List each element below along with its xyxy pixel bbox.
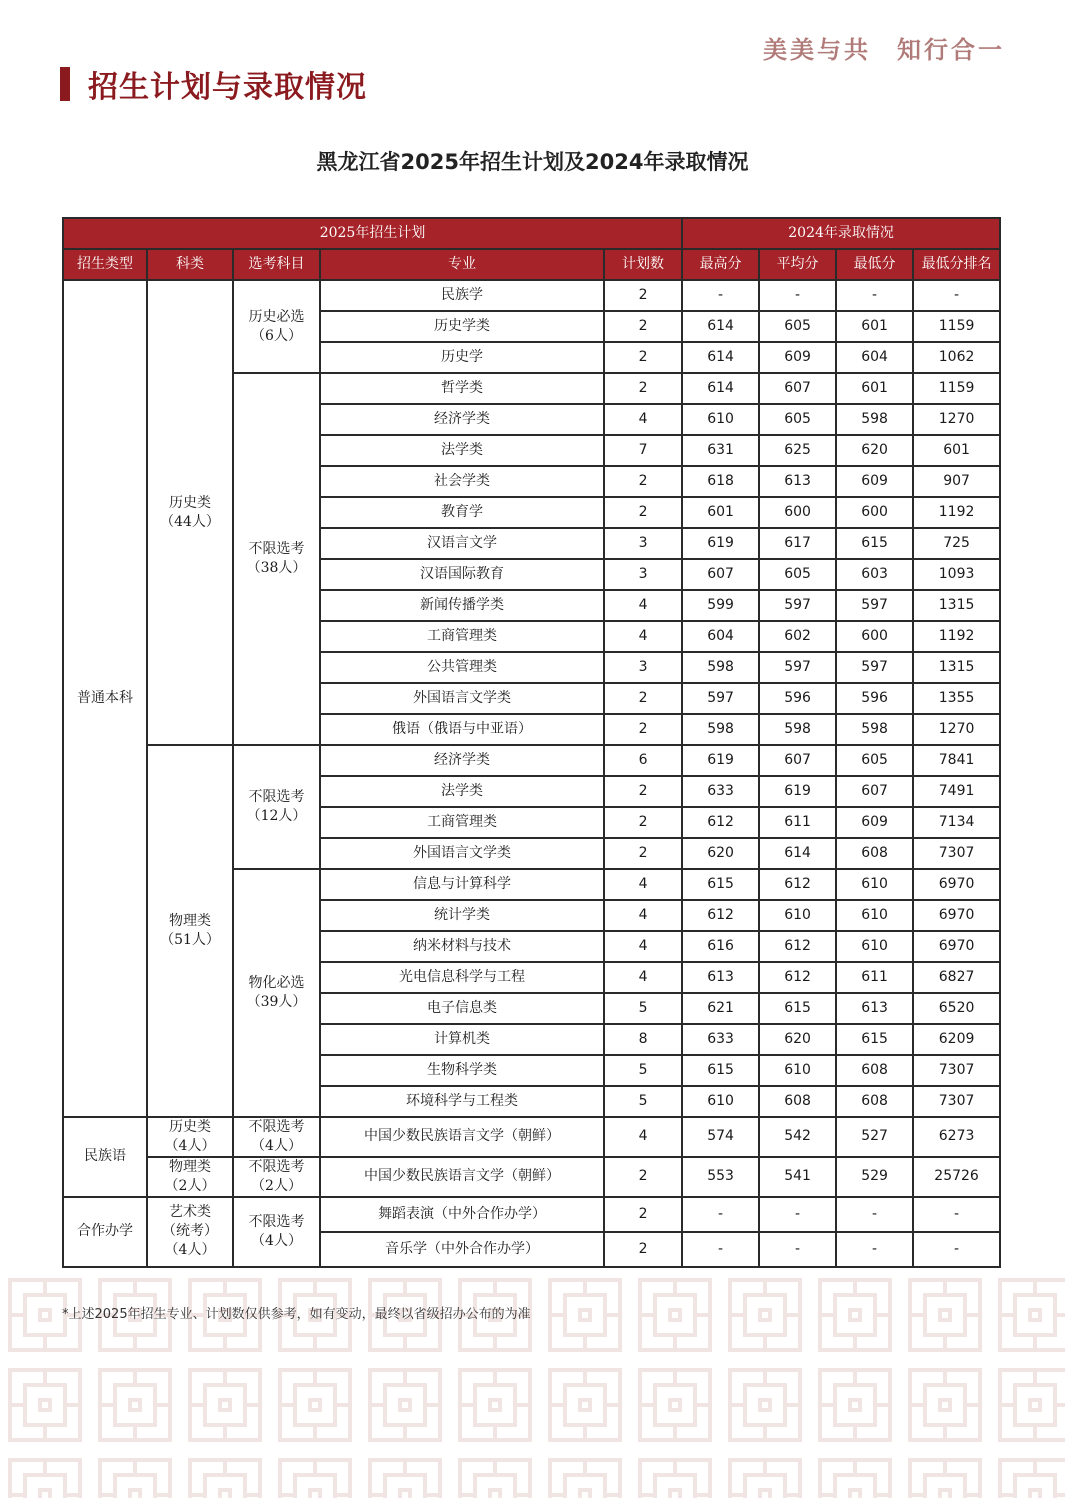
col-header-plan: 计划数 (604, 249, 682, 280)
plan-cell: 2 (604, 807, 682, 838)
rank-cell: 1192 (913, 621, 1000, 652)
major-cell: 法学类 (320, 776, 604, 807)
plan-cell: 2 (604, 714, 682, 745)
min-cell: - (836, 1232, 913, 1267)
major-cell: 工商管理类 (320, 621, 604, 652)
plan-cell: 2 (604, 1197, 682, 1232)
min-cell: 620 (836, 435, 913, 466)
plan-cell: 5 (604, 993, 682, 1024)
plan-cell: 2 (604, 342, 682, 373)
major-cell: 汉语言文学 (320, 528, 604, 559)
rank-cell: - (913, 1232, 1000, 1267)
major-cell: 环境科学与工程类 (320, 1086, 604, 1117)
plan-cell: 2 (604, 311, 682, 342)
major-cell: 纳米材料与技术 (320, 931, 604, 962)
major-cell: 历史学 (320, 342, 604, 373)
min-cell: 608 (836, 1086, 913, 1117)
plan-cell: 4 (604, 900, 682, 931)
rank-cell: 1192 (913, 497, 1000, 528)
plan-cell: 5 (604, 1086, 682, 1117)
avg-cell: 602 (759, 621, 836, 652)
rank-cell: 6970 (913, 869, 1000, 900)
avg-cell: 605 (759, 311, 836, 342)
plan-cell: 6 (604, 745, 682, 776)
plan-cell: 2 (604, 838, 682, 869)
plan-cell: 4 (604, 404, 682, 435)
title-accent-bar (60, 67, 70, 101)
plan-cell: 2 (604, 1232, 682, 1267)
subject-cell: 不限选考 （4人） (233, 1117, 320, 1157)
rank-cell: 1270 (913, 404, 1000, 435)
major-cell: 外国语言文学类 (320, 838, 604, 869)
avg-cell: 608 (759, 1086, 836, 1117)
plan-cell: 4 (604, 1117, 682, 1157)
plan-cell: 4 (604, 621, 682, 652)
major-cell: 音乐学（中外合作办学） (320, 1232, 604, 1267)
max-cell: 615 (682, 869, 759, 900)
table-row (63, 1157, 1000, 1197)
type-cell: 普通本科 (63, 280, 147, 1117)
max-cell: 618 (682, 466, 759, 497)
plan-cell: 4 (604, 931, 682, 962)
avg-cell: - (759, 1197, 836, 1232)
rank-cell: 6209 (913, 1024, 1000, 1055)
major-cell: 舞蹈表演（中外合作办学） (320, 1197, 604, 1232)
min-cell: 603 (836, 559, 913, 590)
major-cell: 外国语言文学类 (320, 683, 604, 714)
type-cell: 合作办学 (63, 1197, 147, 1267)
rank-cell: 1355 (913, 683, 1000, 714)
major-cell: 哲学类 (320, 373, 604, 404)
rank-cell: 1315 (913, 652, 1000, 683)
col-header-rank: 最低分排名 (913, 249, 1000, 280)
avg-cell: 607 (759, 745, 836, 776)
rank-cell: 725 (913, 528, 1000, 559)
major-cell: 统计学类 (320, 900, 604, 931)
min-cell: 597 (836, 590, 913, 621)
min-cell: 601 (836, 373, 913, 404)
subject-cell: 不限选考 （2人） (233, 1157, 320, 1197)
min-cell: 527 (836, 1117, 913, 1157)
min-cell: 613 (836, 993, 913, 1024)
group-header-plan: 2025年招生计划 (63, 218, 682, 249)
rank-cell: 1062 (913, 342, 1000, 373)
max-cell: 631 (682, 435, 759, 466)
min-cell: 609 (836, 807, 913, 838)
rank-cell: 25726 (913, 1157, 1000, 1197)
category-cell: 物理类 （51人） (147, 745, 233, 1117)
avg-cell: 596 (759, 683, 836, 714)
max-cell: 598 (682, 652, 759, 683)
min-cell: 610 (836, 869, 913, 900)
rank-cell: 1159 (913, 311, 1000, 342)
rank-cell: 7134 (913, 807, 1000, 838)
major-cell: 工商管理类 (320, 807, 604, 838)
max-cell: 633 (682, 1024, 759, 1055)
max-cell: 619 (682, 528, 759, 559)
major-cell: 经济学类 (320, 404, 604, 435)
rank-cell: - (913, 1197, 1000, 1232)
rank-cell: 907 (913, 466, 1000, 497)
avg-cell: 612 (759, 869, 836, 900)
plan-cell: 7 (604, 435, 682, 466)
col-header-major: 专业 (320, 249, 604, 280)
admission-table (62, 217, 1001, 1268)
min-cell: 600 (836, 621, 913, 652)
max-cell: 621 (682, 993, 759, 1024)
rank-cell: 7841 (913, 745, 1000, 776)
table-row (63, 1197, 1000, 1232)
plan-cell: 3 (604, 559, 682, 590)
avg-cell: 611 (759, 807, 836, 838)
major-cell: 中国少数民族语言文学（朝鲜） (320, 1157, 604, 1197)
group-header-admission: 2024年录取情况 (682, 218, 1000, 249)
max-cell: 614 (682, 373, 759, 404)
avg-cell: 614 (759, 838, 836, 869)
avg-cell: 612 (759, 962, 836, 993)
major-cell: 计算机类 (320, 1024, 604, 1055)
plan-cell: 3 (604, 528, 682, 559)
avg-cell: 605 (759, 559, 836, 590)
slogan (763, 30, 1005, 65)
avg-cell: 597 (759, 652, 836, 683)
min-cell: - (836, 1197, 913, 1232)
avg-cell: 619 (759, 776, 836, 807)
min-cell: 607 (836, 776, 913, 807)
plan-cell: 8 (604, 1024, 682, 1055)
major-cell: 汉语国际教育 (320, 559, 604, 590)
avg-cell: 610 (759, 1055, 836, 1086)
avg-cell: 542 (759, 1117, 836, 1157)
rank-cell: 6970 (913, 900, 1000, 931)
min-cell: 615 (836, 1024, 913, 1055)
max-cell: 612 (682, 807, 759, 838)
subject-cell: 不限选考 （38人） (233, 373, 320, 745)
avg-cell: - (759, 280, 836, 311)
plan-cell: 4 (604, 962, 682, 993)
min-cell: 596 (836, 683, 913, 714)
major-cell: 光电信息科学与工程 (320, 962, 604, 993)
max-cell: 619 (682, 745, 759, 776)
max-cell: 620 (682, 838, 759, 869)
subject-cell: 不限选考 （4人） (233, 1197, 320, 1267)
max-cell: 610 (682, 404, 759, 435)
plan-cell: 2 (604, 683, 682, 714)
category-cell: 历史类 （44人） (147, 280, 233, 745)
max-cell: 598 (682, 714, 759, 745)
max-cell: 601 (682, 497, 759, 528)
avg-cell: 609 (759, 342, 836, 373)
plan-cell: 2 (604, 776, 682, 807)
max-cell: 574 (682, 1117, 759, 1157)
subject-cell: 历史必选 （6人） (233, 280, 320, 373)
major-cell: 中国少数民族语言文学（朝鲜） (320, 1117, 604, 1157)
min-cell: 600 (836, 497, 913, 528)
max-cell: 599 (682, 590, 759, 621)
rank-cell: 6970 (913, 931, 1000, 962)
avg-cell: 607 (759, 373, 836, 404)
section-heading (60, 62, 367, 106)
avg-cell: 610 (759, 900, 836, 931)
col-header-type: 招生类型 (63, 249, 147, 280)
max-cell: 553 (682, 1157, 759, 1197)
plan-cell: 2 (604, 373, 682, 404)
major-cell: 俄语（俄语与中亚语） (320, 714, 604, 745)
max-cell: 614 (682, 342, 759, 373)
min-cell: 598 (836, 404, 913, 435)
rank-cell: 6827 (913, 962, 1000, 993)
plan-cell: 4 (604, 590, 682, 621)
plan-cell: 3 (604, 652, 682, 683)
max-cell: 615 (682, 1055, 759, 1086)
rank-cell: 7491 (913, 776, 1000, 807)
max-cell: 610 (682, 1086, 759, 1117)
avg-cell: 597 (759, 590, 836, 621)
major-cell: 经济学类 (320, 745, 604, 776)
min-cell: 608 (836, 1055, 913, 1086)
major-cell: 信息与计算科学 (320, 869, 604, 900)
max-cell: 616 (682, 931, 759, 962)
min-cell: 610 (836, 900, 913, 931)
max-cell: 604 (682, 621, 759, 652)
avg-cell: 541 (759, 1157, 836, 1197)
major-cell: 法学类 (320, 435, 604, 466)
major-cell: 新闻传播学类 (320, 590, 604, 621)
type-cell: 民族语 (63, 1117, 147, 1197)
table-row (63, 1117, 1000, 1157)
major-cell: 公共管理类 (320, 652, 604, 683)
rank-cell: 7307 (913, 838, 1000, 869)
min-cell: 604 (836, 342, 913, 373)
avg-cell: 615 (759, 993, 836, 1024)
category-cell: 历史类 （4人） (147, 1117, 233, 1157)
major-cell: 教育学 (320, 497, 604, 528)
avg-cell: 613 (759, 466, 836, 497)
avg-cell: 617 (759, 528, 836, 559)
plan-cell: 2 (604, 497, 682, 528)
max-cell: 614 (682, 311, 759, 342)
rank-cell: 1270 (913, 714, 1000, 745)
category-cell: 艺术类 （统考） （4人） (147, 1197, 233, 1267)
major-cell: 民族学 (320, 280, 604, 311)
col-header-category: 科类 (147, 249, 233, 280)
major-cell: 历史学类 (320, 311, 604, 342)
plan-cell: 5 (604, 1055, 682, 1086)
rank-cell: 7307 (913, 1055, 1000, 1086)
plan-cell: 2 (604, 466, 682, 497)
min-cell: 605 (836, 745, 913, 776)
avg-cell: 625 (759, 435, 836, 466)
table-row (63, 280, 1000, 311)
major-cell: 电子信息类 (320, 993, 604, 1024)
min-cell: 610 (836, 931, 913, 962)
min-cell: 598 (836, 714, 913, 745)
min-cell: - (836, 280, 913, 311)
subject-cell: 不限选考 （12人） (233, 745, 320, 869)
min-cell: 597 (836, 652, 913, 683)
col-header-subject: 选考科目 (233, 249, 320, 280)
max-cell: - (682, 1197, 759, 1232)
major-cell: 生物科学类 (320, 1055, 604, 1086)
min-cell: 601 (836, 311, 913, 342)
col-header-min: 最低分 (836, 249, 913, 280)
avg-cell: 605 (759, 404, 836, 435)
rank-cell: 7307 (913, 1086, 1000, 1117)
avg-cell: 612 (759, 931, 836, 962)
max-cell: 633 (682, 776, 759, 807)
rank-cell: 1315 (913, 590, 1000, 621)
footnote: *上述2025年招生专业、计划数仅供参考，如有变动，最终以省级招办公布的为准 (62, 1307, 531, 1322)
max-cell: 597 (682, 683, 759, 714)
max-cell: 607 (682, 559, 759, 590)
avg-cell: 600 (759, 497, 836, 528)
rank-cell: 601 (913, 435, 1000, 466)
major-cell: 社会学类 (320, 466, 604, 497)
avg-cell: 598 (759, 714, 836, 745)
col-header-avg: 平均分 (759, 249, 836, 280)
min-cell: 609 (836, 466, 913, 497)
avg-cell: - (759, 1232, 836, 1267)
table-row (63, 745, 1000, 776)
table-title: 黑龙江省2025年招生计划及2024年录取情况 (316, 150, 749, 174)
min-cell: 611 (836, 962, 913, 993)
slogan-left: 美美与共 (763, 35, 871, 64)
plan-cell: 4 (604, 869, 682, 900)
rank-cell: 1159 (913, 373, 1000, 404)
min-cell: 615 (836, 528, 913, 559)
min-cell: 608 (836, 838, 913, 869)
max-cell: 613 (682, 962, 759, 993)
subject-cell: 物化必选 （39人） (233, 869, 320, 1117)
min-cell: 529 (836, 1157, 913, 1197)
plan-cell: 2 (604, 280, 682, 311)
page-title: 招生计划与录取情况 (88, 70, 367, 105)
max-cell: 612 (682, 900, 759, 931)
category-cell: 物理类 （2人） (147, 1157, 233, 1197)
max-cell: - (682, 280, 759, 311)
plan-cell: 2 (604, 1157, 682, 1197)
max-cell: - (682, 1232, 759, 1267)
rank-cell: 6273 (913, 1117, 1000, 1157)
slogan-right: 知行合一 (897, 35, 1005, 64)
avg-cell: 620 (759, 1024, 836, 1055)
rank-cell: 6520 (913, 993, 1000, 1024)
rank-cell: - (913, 280, 1000, 311)
rank-cell: 1093 (913, 559, 1000, 590)
col-header-max: 最高分 (682, 249, 759, 280)
